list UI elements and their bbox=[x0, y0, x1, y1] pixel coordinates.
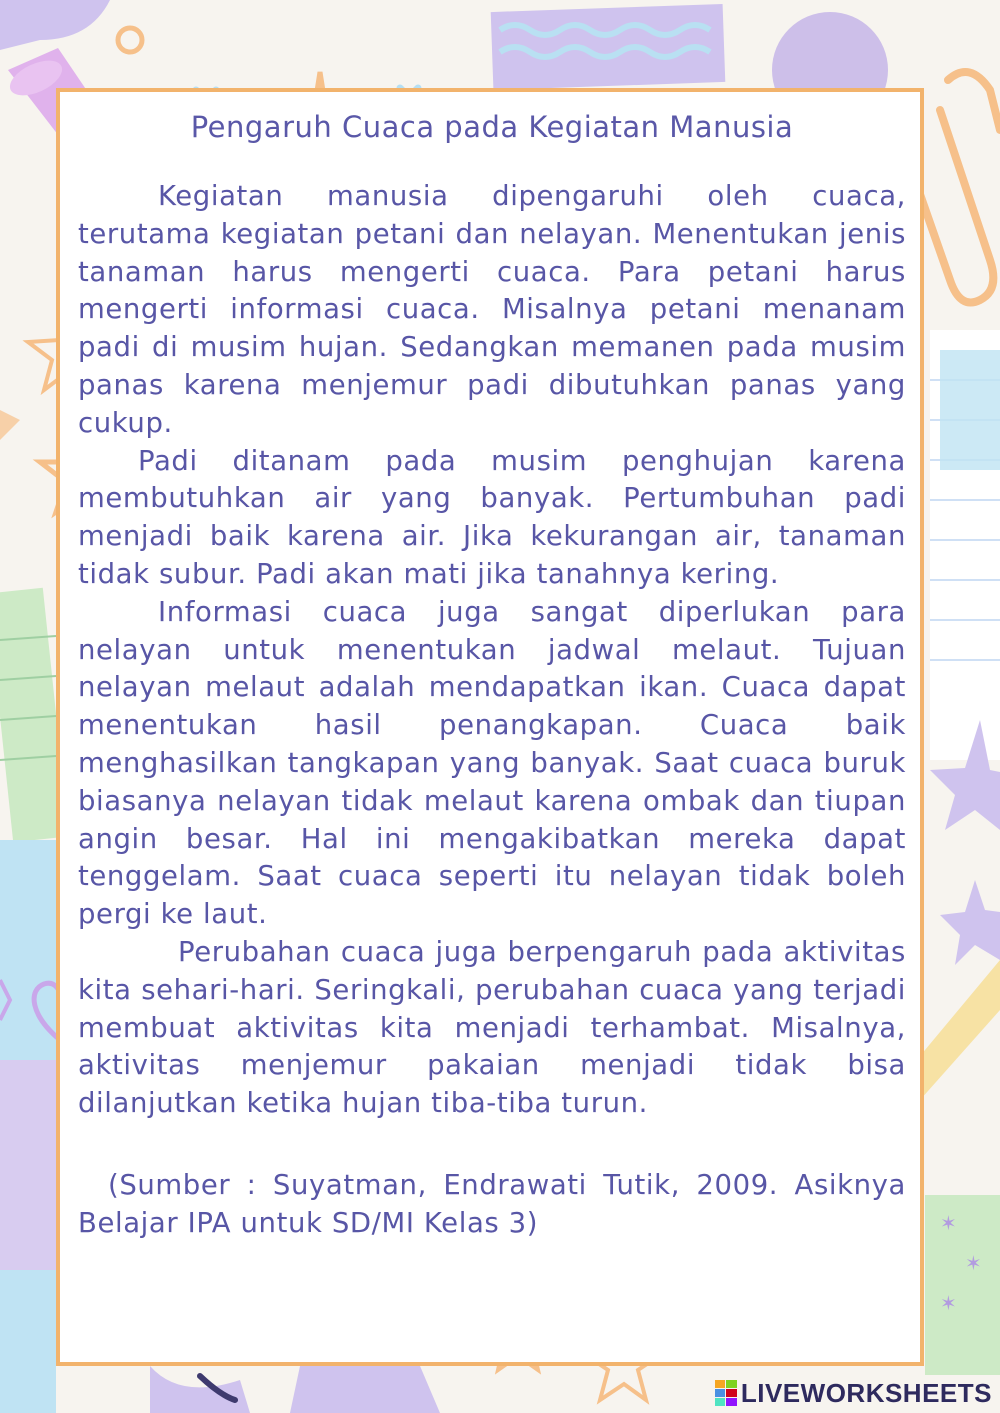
paragraph-3: Informasi cuaca juga sangat diperlukan para nelayan untuk menentukan jadwal melaut. Tujuan nelayan melaut adalah mendapatkan ikan. Cuaca dapat menentukan hasil penangkapan. Cuaca baik menghasilkan tangkapan yang banyak. Saat cuaca buruk biasanya nelayan tidak melaut karena ombak dan tiupan angin besar. Hal ini mengakibatkan mereka dapat tenggelam. Saat cuaca seperti itu nelayan tidak boleh pergi ke laut. bbox=[78, 595, 906, 931]
paragraph-1: Kegiatan manusia dipengaruhi oleh cuaca, terutama kegiatan petani dan nelayan. Menentukan jenis tanaman harus mengerti cuaca. Para petani harus mengerti informasi cuaca. Misalnya petani menanam padi di musim hujan. Sedangkan memanen pada musim panas karena menjemur padi dibutuhkan panas yang cukup. bbox=[78, 180, 906, 439]
notebook-paper-icon bbox=[930, 330, 1000, 760]
page-title: Pengaruh Cuaca pada Kegiatan Manusia bbox=[190, 110, 794, 144]
liveworksheets-branding[interactable] bbox=[715, 1379, 992, 1407]
source-citation: (Sumber : Suyatman, Endrawati Tutik, 2009. Asiknya Belajar IPA untuk SD/MI Kelas 3) bbox=[78, 1168, 906, 1239]
paperclip-icon bbox=[915, 72, 1000, 303]
paragraph-4: Perubahan cuaca juga berpengaruh pada aktivitas kita sehari-hari. Seringkali, perubahan cuaca yang terjadi membuat aktivitas kita menjadi terhambat. Misalnya, aktivitas menjemur pakaian menjadi tidak bisa dilanjutkan ketika hujan tiba-tiba turun. bbox=[78, 935, 906, 1120]
svg-text:✶: ✶ bbox=[965, 1251, 982, 1275]
liveworksheets-logo-icon bbox=[715, 1380, 737, 1406]
svg-text:✶: ✶ bbox=[940, 1211, 957, 1235]
star-icon bbox=[940, 880, 1000, 965]
washi-tape-icon bbox=[491, 4, 726, 90]
paragraph-2: Padi ditanam pada musim penghujan karena membutuhkan air yang banyak. Pertumbuhan padi menjadi baik karena air. Jika kekurangan air, tanaman tidak subur. Padi akan mati jika tanahnya kering. bbox=[78, 444, 906, 590]
brand-text: LIVEWORKSHEETS bbox=[740, 1377, 992, 1408]
worksheet-page bbox=[56, 88, 924, 1366]
svg-text:✶: ✶ bbox=[940, 1291, 957, 1315]
